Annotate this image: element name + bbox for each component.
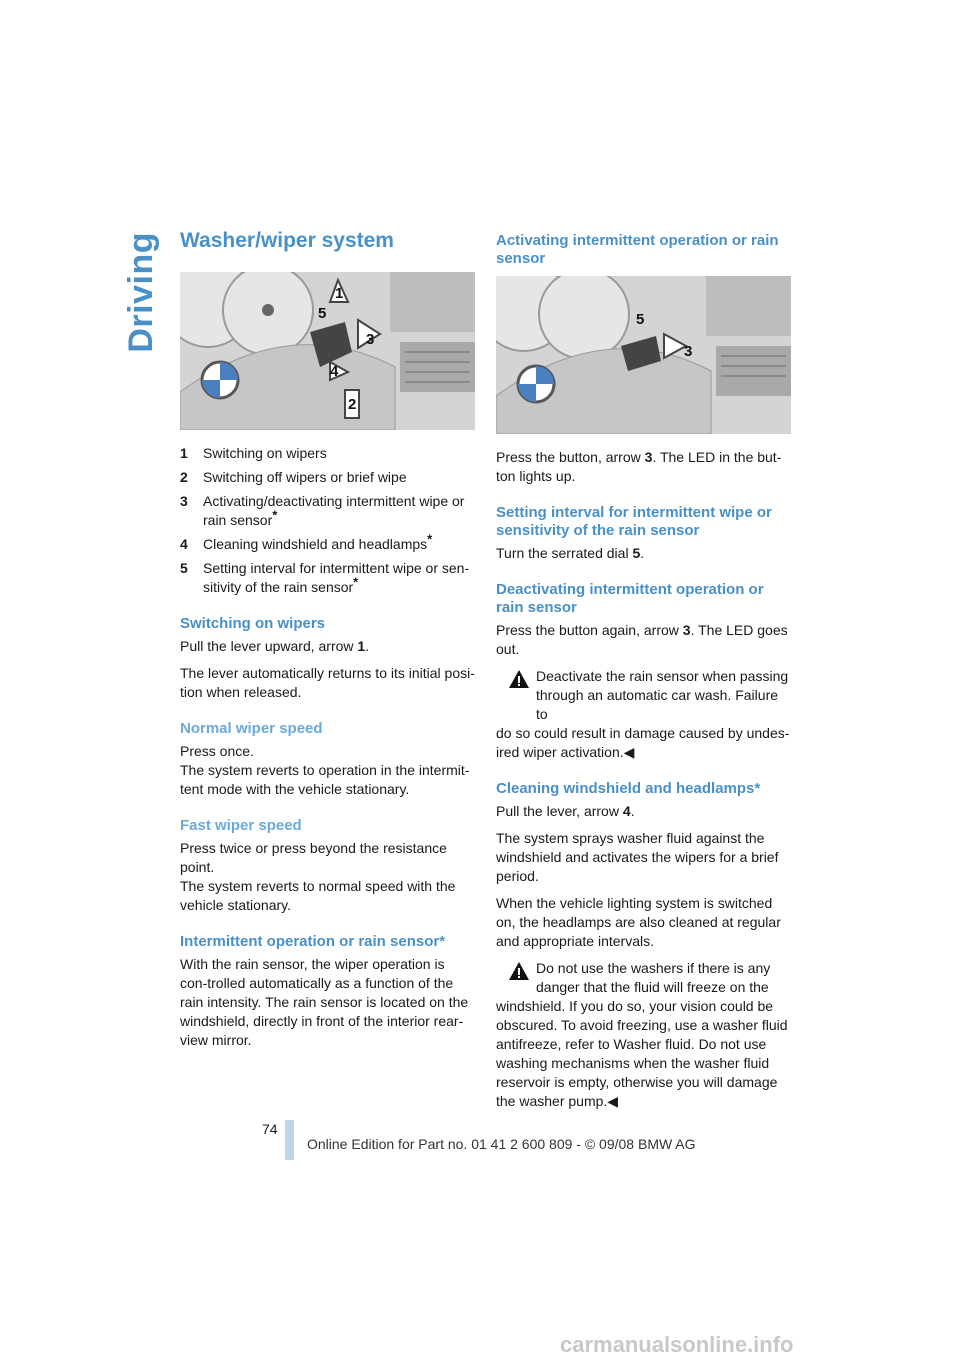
- paragraph: Press once. The system reverts to operation in the intermit-tent mode with the vehicle stationary.: [180, 743, 470, 797]
- wiper-lever-figure: [180, 272, 475, 430]
- page-number: 74: [262, 1121, 278, 1137]
- watermark: carmanualsonline.info: [560, 1332, 794, 1357]
- right-column: [496, 228, 791, 1111]
- paragraph: Press the button again, arrow 3. The LED goes out.: [496, 622, 788, 657]
- list-item: 5 Setting interval for intermittent wipe or sen-sitivity of the rain sensor*: [180, 560, 470, 595]
- paragraph: With the rain sensor, the wiper operation is con-trolled automatically as a function of the rain intensity. The rain sensor is located on the windshield, directly in front of the interior rear-view mirror.: [180, 956, 469, 1048]
- callout-5: 5: [318, 305, 327, 322]
- paragraph: Press the button, arrow 3. The LED in the but-ton lights up.: [496, 449, 782, 484]
- list-item: 2 Switching off wipers or brief wipe: [180, 469, 407, 485]
- warning-note: Do not use the washers if there is any danger that the fluid will freeze on the windshield. If you do so, your vision could be obscured. To avoid freezing, use a washer fluid antifreeze, refer to Washer fluid. Do not use washing mechanisms when the washer fluid reservoir is empty, otherwise you will damage the washer pump.◀: [496, 960, 788, 1109]
- footer-edition: Online Edition for Part no. 01 41 2 600 809 - © 09/08 BMW AG: [307, 1136, 696, 1152]
- footer-bar: [285, 1120, 294, 1160]
- heading-interval: Setting interval for intermittent wipe or sensitivity of the rain sensor: [496, 504, 772, 539]
- list-item: 4 Cleaning windshield and headlamps*: [180, 531, 433, 552]
- list-item: 1 Switching on wipers: [180, 445, 327, 461]
- callout-3: 3: [366, 331, 375, 348]
- callout-1: 1: [335, 285, 344, 302]
- heading-switching-on: Switching on wipers: [180, 615, 326, 632]
- callout-3: 3: [684, 343, 693, 360]
- paragraph: The lever automatically returns to its initial posi-tion when released.: [180, 665, 475, 700]
- heading-deactivating: Deactivating intermittent operation or rain sensor: [496, 581, 764, 616]
- paragraph: Press twice or press beyond the resistance point. The system reverts to normal speed with the vehicle stationary.: [180, 840, 456, 913]
- warning-icon: [508, 669, 530, 689]
- section-tab: Driving: [122, 232, 160, 353]
- rain-sensor-illustration: [496, 276, 791, 434]
- heading-normal-speed: Normal wiper speed: [180, 720, 323, 737]
- warning-icon: [508, 961, 530, 981]
- heading-intermittent: Intermittent operation or rain sensor*: [180, 933, 446, 950]
- paragraph: Turn the serrated dial 5.: [496, 545, 645, 561]
- warning-note: Deactivate the rain sensor when passing through an automatic car wash. Failure to do so could result in damage caused by undes-ired wiper activation.◀: [496, 668, 790, 760]
- callout-legend: [180, 444, 475, 597]
- heading-fast-speed: Fast wiper speed: [180, 817, 302, 834]
- heading-cleaning: Cleaning windshield and headlamps*: [496, 780, 761, 797]
- paragraph: The system sprays washer fluid against the windshield and activates the wipers for a brief period.: [496, 830, 779, 884]
- heading-activating: Activating intermittent operation or rain sensor: [496, 232, 779, 267]
- paragraph: Pull the lever upward, arrow 1.: [180, 638, 370, 654]
- paragraph: When the vehicle lighting system is switched on, the headlamps are also cleaned at regular and appropriate intervals.: [496, 895, 781, 949]
- callout-4: 4: [330, 363, 339, 380]
- callout-2: 2: [348, 396, 357, 413]
- left-column: [180, 228, 475, 1058]
- page-title: Washer/wiper system: [180, 229, 394, 252]
- list-item: 3 Activating/deactivating intermittent wipe or rain sensor*: [180, 493, 465, 528]
- rain-sensor-figure: [496, 276, 791, 434]
- callout-5: 5: [636, 311, 645, 328]
- wiper-lever-illustration: [180, 272, 475, 430]
- paragraph: Pull the lever, arrow 4.: [496, 803, 635, 819]
